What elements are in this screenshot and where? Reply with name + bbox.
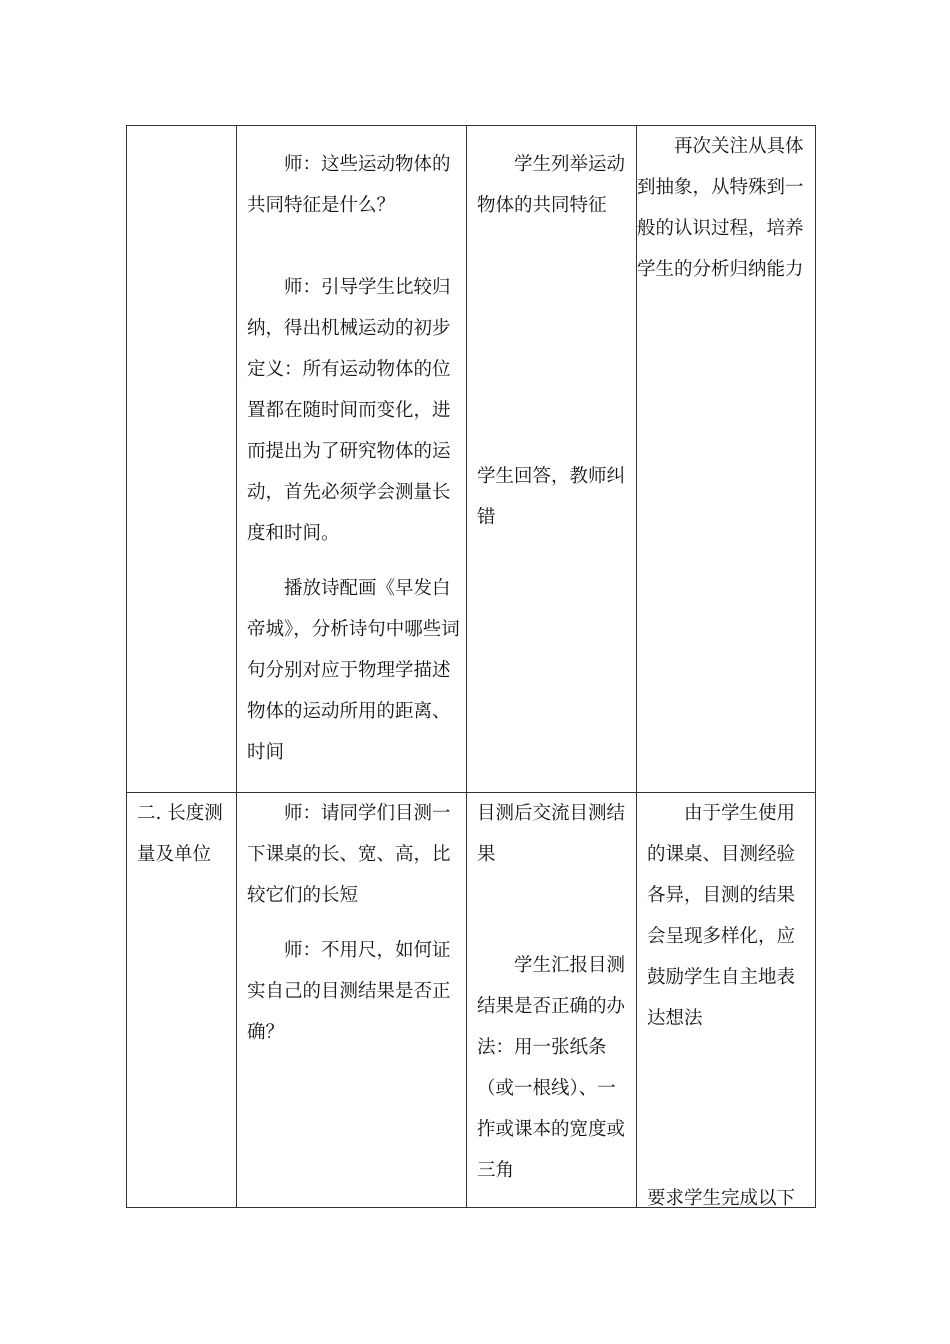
teacher-paragraph: 师：请同学们目测一下课桌的长、宽、高，比较它们的长短 bbox=[247, 803, 451, 906]
intent-paragraph: 由于学生使用的课桌、目测经验各异，目测的结果会呈现多样化，应鼓励学生自主地表达想法 bbox=[647, 803, 796, 1029]
student-paragraph: 学生列举运动物体的共同特征 bbox=[477, 154, 626, 216]
student-paragraph: 学生回答，教师纠错 bbox=[477, 465, 626, 528]
student-paragraph: 学生汇报目测结果是否正确的办法：用一张纸条（或一根线）、一拃或课本的宽度或三角 bbox=[477, 954, 626, 1181]
table-cell-design-intent bbox=[637, 126, 815, 792]
table-cell-teacher-activity bbox=[237, 126, 466, 792]
stage-text: 二. 长度测量及单位 bbox=[137, 803, 223, 865]
lesson-plan-table bbox=[126, 125, 816, 1208]
table-cell-design-intent bbox=[637, 793, 815, 1208]
intent-paragraph: 要求学生完成以下 bbox=[647, 1188, 796, 1208]
table-cell-stage bbox=[127, 126, 236, 792]
student-paragraph: 目测后交流目测结果 bbox=[477, 803, 626, 865]
teacher-paragraph: 师：这些运动物体的共同特征是什么？ bbox=[247, 154, 451, 216]
table-cell-stage bbox=[127, 793, 236, 1208]
teacher-paragraph: 师：不用尺，如何证实自己的目测结果是否正确？ bbox=[247, 940, 451, 1044]
teacher-paragraph: 播放诗配画《早发白帝城》，分析诗句中哪些词句分别对应于物理学描述物体的运动所用的距离、时间 bbox=[247, 578, 460, 764]
table-cell-student-activity bbox=[467, 793, 636, 1208]
teacher-paragraph: 师：引导学生比较归纳，得出机械运动的初步定义：所有运动物体的位置都在随时间而变化，进而提出为了研究物体的运动，首先必须学会测量长度和时间。 bbox=[247, 277, 451, 544]
table-cell-student-activity bbox=[467, 126, 636, 792]
intent-paragraph: 再次关注从具体到抽象，从特殊到一般的认识过程，培养学生的分析归纳能力 bbox=[637, 136, 804, 280]
table-cell-teacher-activity bbox=[237, 793, 466, 1208]
